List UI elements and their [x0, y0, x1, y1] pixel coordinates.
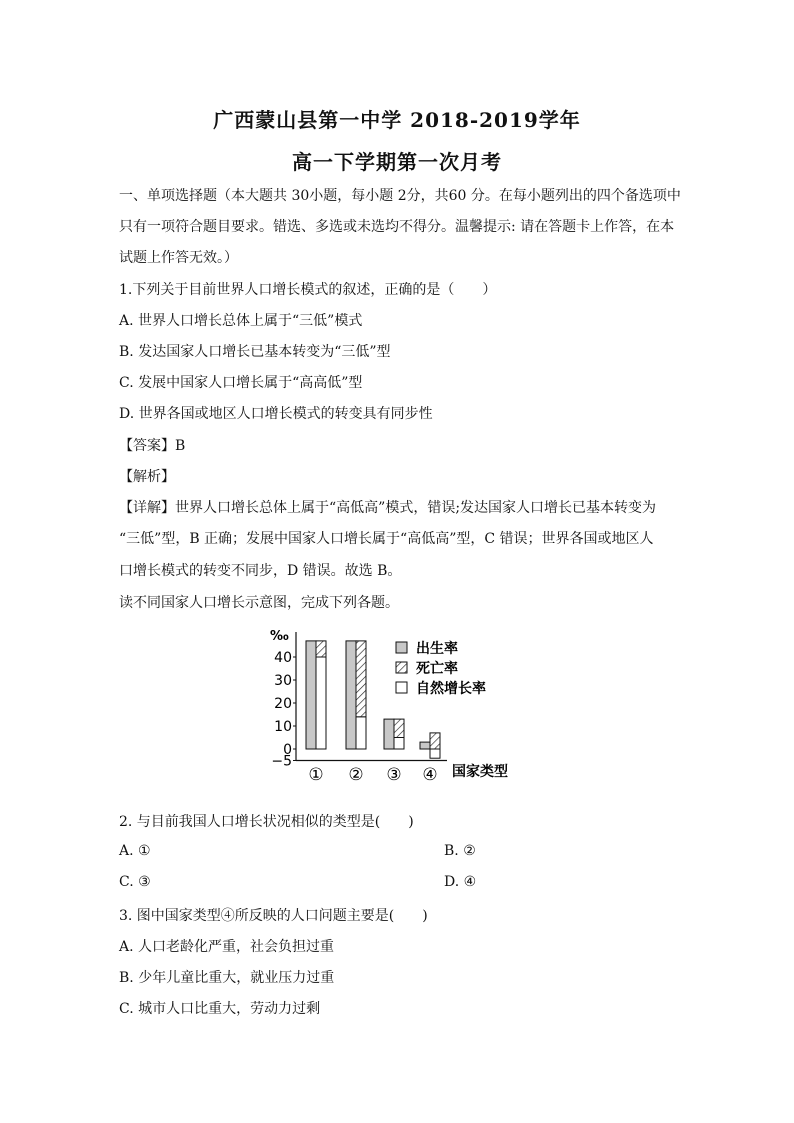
legend-swatch [396, 682, 407, 693]
question-2-stem: 2. 与目前我国人口增长状况相似的类型是( ) [119, 814, 414, 830]
question-3-option-b: B. 少年儿童比重大，就业压力过重 [119, 970, 335, 986]
question-2-option-a: A. ① [119, 843, 151, 859]
question-1-option-d: D. 世界各国或地区人口增长模式的转变具有同步性 [119, 406, 433, 422]
y-tick-label: 10 [274, 719, 292, 735]
x-category-label: ① [308, 765, 324, 784]
analysis-detail-line3: 口增长模式的转变不同步，D 错误。故选 B。 [119, 563, 402, 579]
bar-birth-rate [420, 742, 430, 749]
y-tick-label: 0 [283, 742, 292, 758]
population-growth-chart [262, 624, 532, 784]
legend-swatch [396, 642, 407, 653]
question-2-option-b: B. ② [444, 843, 476, 859]
section-instructions-line3: 试题上作答无效。） [119, 250, 238, 266]
bar-natural-growth-rate [430, 749, 440, 758]
bar-natural-growth-rate [394, 738, 404, 750]
page-title: 广西蒙山县第一中学 2018-2019学年 [213, 108, 581, 132]
analysis-detail-line2: “三低”型，B 正确；发展中国家人口增长属于“高低高”型，C 错误；世界各国或地区人 [119, 531, 654, 547]
question-2-option-d: D. ④ [444, 874, 477, 890]
bar-birth-rate [346, 641, 356, 749]
bar-death-rate [394, 719, 404, 737]
question-3-option-a: A. 人口老龄化严重，社会负担过重 [119, 939, 335, 955]
legend-label: 自然增长率 [416, 681, 486, 697]
section-instructions-line1: 一、单项选择题（本大题共 30小题，每小题 2分，共60 分。在每小题列出的四个备选项中 [119, 188, 681, 204]
bar-birth-rate [306, 641, 316, 749]
x-category-label: ③ [386, 765, 402, 784]
x-category-label: ④ [422, 765, 438, 784]
question-1-option-c: C. 发展中国家人口增长属于“高高低”型 [119, 375, 363, 391]
question-2-option-c: C. ③ [119, 874, 151, 890]
legend-swatch [396, 662, 407, 673]
x-category-label: ② [348, 765, 364, 784]
bar-natural-growth-rate [356, 717, 366, 749]
page-subtitle: 高一下学期第一次月考 [292, 150, 502, 174]
question-3-stem: 3. 图中国家类型④所反映的人口问题主要是( ) [119, 908, 428, 924]
question-1-option-b: B. 发达国家人口增长已基本转变为“三低”型 [119, 344, 391, 360]
question-3-option-c: C. 城市人口比重大，劳动力过剩 [119, 1001, 321, 1017]
analysis-label: 【解析】 [119, 469, 175, 485]
y-axis-unit-label: ‰ [270, 629, 289, 644]
bar-death-rate [356, 641, 366, 717]
y-tick-label: 40 [274, 650, 292, 666]
bar-birth-rate [384, 719, 394, 749]
legend-label: 出生率 [416, 641, 458, 657]
bar-death-rate [316, 641, 326, 657]
y-tick-label: 30 [274, 673, 292, 689]
y-tick-label: 20 [274, 696, 292, 712]
question-1-option-a: A. 世界人口增长总体上属于“三低”模式 [119, 313, 363, 329]
chart-intro: 读不同国家人口增长示意图，完成下列各题。 [119, 595, 399, 611]
bar-natural-growth-rate [316, 657, 326, 749]
legend-label: 死亡率 [416, 661, 458, 677]
question-1-stem: 1.下列关于目前世界人口增长模式的叙述，正确的是（ ） [119, 282, 497, 298]
x-axis-label: 国家类型 [452, 764, 508, 780]
section-instructions-line2: 只有一项符合题目要求。错选、多选或未选均不得分。温馨提示: 请在答题卡上作答，在本 [119, 219, 675, 235]
analysis-detail-line1: 【详解】世界人口增长总体上属于“高低高”模式，错误;发达国家人口增长已基本转变为 [119, 500, 657, 516]
y-tick-label: −5 [271, 753, 292, 770]
bar-death-rate [430, 733, 440, 749]
answer-label: 【答案】B [119, 438, 186, 454]
